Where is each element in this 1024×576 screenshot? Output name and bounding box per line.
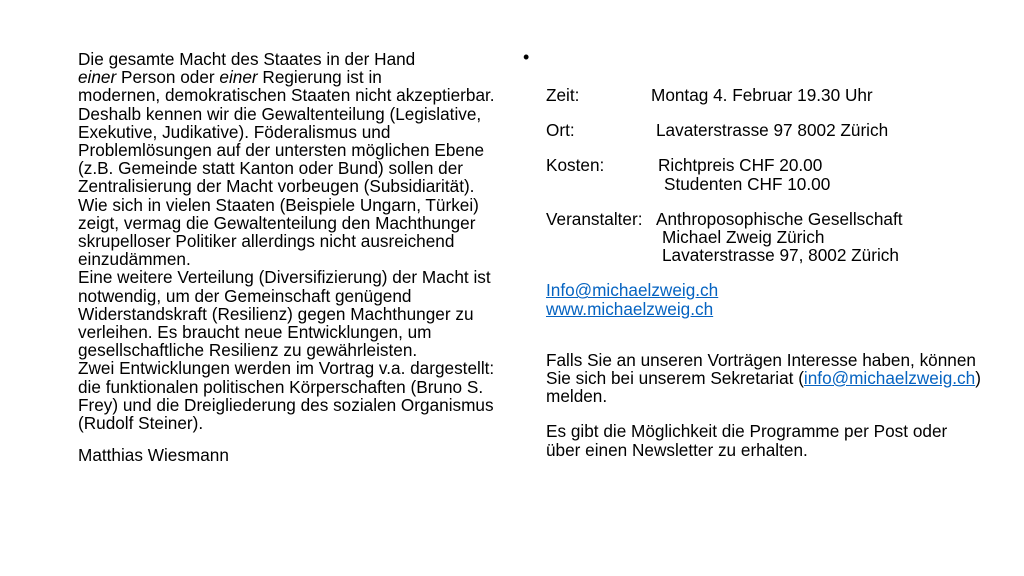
organizer-row-3: [546, 246, 986, 264]
secretariat-email-link[interactable]: info@michaelzweig.ch: [803, 367, 976, 388]
location-row: [546, 121, 986, 139]
email-row: [546, 281, 986, 299]
organizer-label: Veranstalter:: [546, 208, 643, 229]
interest-paragraph: [546, 351, 986, 406]
intro-emphasis-2: einer: [219, 67, 258, 88]
event-details-column: [546, 86, 986, 459]
intro-text-a: Die gesamte Macht des Staates in der Hand: [78, 49, 416, 69]
website-link[interactable]: www.michaelzweig.ch: [546, 298, 714, 319]
diversification-paragraph: Eine weitere Verteilung (Diversifizierung) der Macht ist notwendig, um der Gemeinschaft genügend Widerstandskraft (Resilienz) gegen Machthunger zu verleihen. Es braucht neue Entwicklungen, um gesellschaftliche Resilienz zu gewährleisten.: [78, 267, 491, 361]
website-row: [546, 300, 986, 318]
organizer-row: [546, 210, 986, 228]
organizer-name: Anthroposophische Gesellschaft: [656, 208, 903, 229]
organizer-branch: Michael Zweig Zürich: [662, 226, 825, 247]
developments-paragraph: Zwei Entwicklungen werden im Vortrag v.a. dargestellt: die funktionalen politischen Körperschaften (Bruno S. Frey) und die Dreigliederung des sozialen Organismus (Rudolf Steiner).: [78, 358, 495, 434]
intro-text-b: Person oder: [116, 67, 220, 88]
time-label: Zeit:: [546, 85, 580, 105]
interest-text-a: Falls Sie an unseren Vorträgen Interesse haben, können Sie sich bei unserem Sekretariat (: [546, 349, 976, 388]
email-link[interactable]: Info@michaelzweig.ch: [546, 280, 719, 301]
cost-row: [546, 156, 986, 174]
time-value: Montag 4. Februar 19.30 Uhr: [651, 85, 873, 105]
cost-students: Studenten CHF 10.00: [664, 173, 831, 194]
organizer-row-2: [546, 228, 986, 246]
time-row: [546, 86, 986, 104]
cost-regular: Richtpreis CHF 20.00: [658, 155, 823, 176]
intro-emphasis-1: einer: [78, 67, 117, 88]
description-column: [78, 50, 508, 464]
intro-text-c: Regierung ist in: [257, 67, 382, 88]
location-value: Lavaterstrasse 97 8002 Zürich: [656, 120, 889, 141]
bullet-point: •: [523, 47, 530, 67]
cost-label: Kosten:: [546, 155, 605, 176]
programme-paragraph: Es gibt die Möglichkeit die Programme per Post oder über einen Newsletter zu erhalten.: [546, 421, 948, 460]
organizer-address: Lavaterstrasse 97, 8002 Zürich: [662, 245, 899, 266]
location-label: Ort:: [546, 120, 575, 141]
intro-text-rest: modernen, demokratischen Staaten nicht akzeptierbar. Deshalb kennen wir die Gewaltenteilung (Legislative, Exekutive, Judikative). Föderalismus und Problemlösungen auf der untersten möglichen Ebene (z.B. Gemeinde statt Kanton oder Bund) sollen der Zentralisierung der Macht vorbeugen (Subsidiarität). Wie sich in vielen Staaten (Beispiele Ungarn, Türkei) zeigt, vermag die Gewaltenteilung den Machthunger skrupelloser Politiker allerdings nicht ausreichend einzudämmen.: [78, 85, 495, 270]
interest-text-b: ) melden.: [546, 367, 981, 407]
cost-row-2: [546, 175, 986, 193]
author-name: Matthias Wiesmann: [78, 445, 229, 466]
intro-paragraph: [78, 50, 508, 268]
